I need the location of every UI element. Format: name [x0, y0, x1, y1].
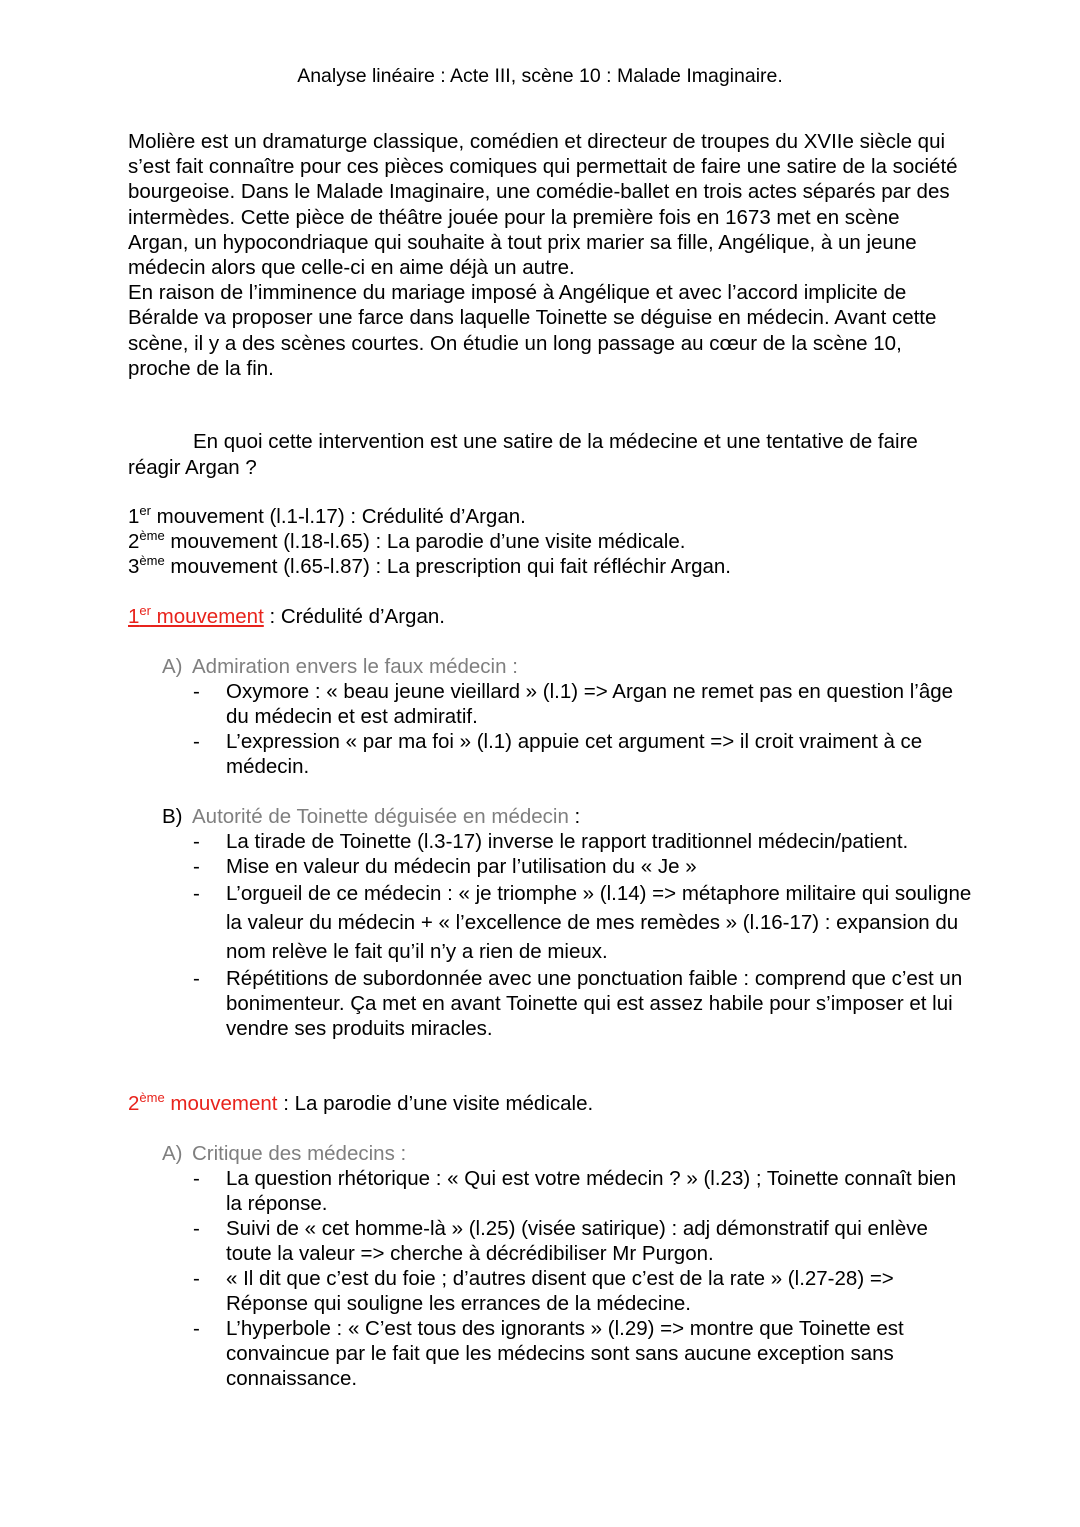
list-item: - Suivi de « cet homme-là » (l.25) (visée satirique) : adj démonstratif qui enlève toute la valeur => cherche à décrédibiliser Mr Purgon.: [193, 1217, 928, 1265]
section-heading-title: : La parodie d’une visite médicale.: [277, 1092, 594, 1115]
page-title: Analyse linéaire : Acte III, scène 10 : Malade Imaginaire.: [297, 65, 783, 87]
intro-paragraph: Molière est un dramaturge classique, comédien et directeur de troupes du XVIIe siècle qui s’est fait connaître pour ces pièces comiques qui permettait de faire une satire de la société bourgeoise. Dans le Malade Imaginaire, une comédie-ballet en trois actes séparés par des intermèdes. Cette pièce de théâtre jouée pour la première fois en 1673 met en scène Argan, un hypocondriaque qui souhaite à tout prix marier sa fille, Angélique, à un jeune médecin alors que celle-ci en aime déjà un autre.: [128, 130, 958, 280]
introduction: [128, 129, 958, 381]
bullet-list: [193, 679, 973, 779]
movement-line: 1er mouvement (l.1-l.17) : Crédulité d’Argan.: [128, 503, 526, 528]
list-item: - « Il dit que c’est du foie ; d’autres disent que c’est de la rate » (l.27-28) => Réponse qui souligne les errances de la médecine.: [193, 1267, 894, 1315]
list-item: - La question rhétorique : « Qui est votre médecin ? » (l.23) ; Toinette connaît bien la réponse.: [193, 1167, 957, 1215]
subsection-heading: A) Admiration envers le faux médecin :: [162, 655, 518, 678]
section-heading-2: [128, 1091, 593, 1117]
list-item: - Oxymore : « beau jeune vieillard » (l.1) => Argan ne remet pas en question l’âge du médecin et est admiratif.: [193, 680, 954, 728]
movement-line: 2ème mouvement (l.18-l.65) : La parodie d’une visite médicale.: [128, 528, 686, 553]
bullet-list: [193, 829, 973, 1041]
bullet-list: [193, 1166, 973, 1391]
section-heading-label: 2ème mouvement: [128, 1090, 278, 1115]
section-heading-title: : Crédulité d’Argan.: [263, 605, 445, 628]
problematic-question: [128, 429, 958, 480]
subsection-heading: A) Critique des médecins :: [162, 1142, 407, 1165]
movement-line: 3ème mouvement (l.65-l.87) : La prescription qui fait réfléchir Argan.: [128, 553, 731, 578]
list-item: - L’hyperbole : « C’est tous des ignorants » (l.29) => montre que Toinette est convaincue par le fait que les médecins sont sans aucune exception sans connaissance.: [193, 1317, 904, 1390]
list-item: - Mise en valeur du médecin par l’utilisation du « Je »: [193, 855, 697, 878]
subsection-heading: B) Autorité de Toinette déguisée en médecin :: [162, 805, 581, 828]
intro-paragraph: En raison de l’imminence du mariage imposé à Angélique et avec l’accord implicite de Béralde va proposer une farce dans laquelle Toinette se déguise en médecin. Avant cette scène, il y a des scènes courtes. On étudie un long passage au cœur de la scène 10, proche de la fin.: [128, 281, 937, 380]
section-heading-label: 1er mouvement: [128, 603, 264, 628]
list-item: - L’orgueil de ce médecin : « je triomphe » (l.14) => métaphore militaire qui souligne la valeur du médecin + « l’excellence de mes remèdes » (l.16-17) : expansion du nom relève le fait qu’il n’y a rien de mieux.: [193, 882, 972, 963]
section-heading-1: [128, 604, 445, 630]
movements-outline: [128, 504, 958, 579]
list-item: - L’expression « par ma foi » (l.1) appuie cet argument => il croit vraiment à ce médecin.: [193, 730, 923, 778]
list-item: - La tirade de Toinette (l.3-17) inverse le rapport traditionnel médecin/patient.: [193, 830, 909, 853]
list-item: - Répétitions de subordonnée avec une ponctuation faible : comprend que c’est un bonimenteur. Ça met en avant Toinette qui est assez habile pour s’imposer et lui vendre ses produits miracles.: [193, 967, 963, 1040]
question-text: En quoi cette intervention est une satire de la médecine et une tentative de faire réagir Argan ?: [128, 430, 918, 479]
